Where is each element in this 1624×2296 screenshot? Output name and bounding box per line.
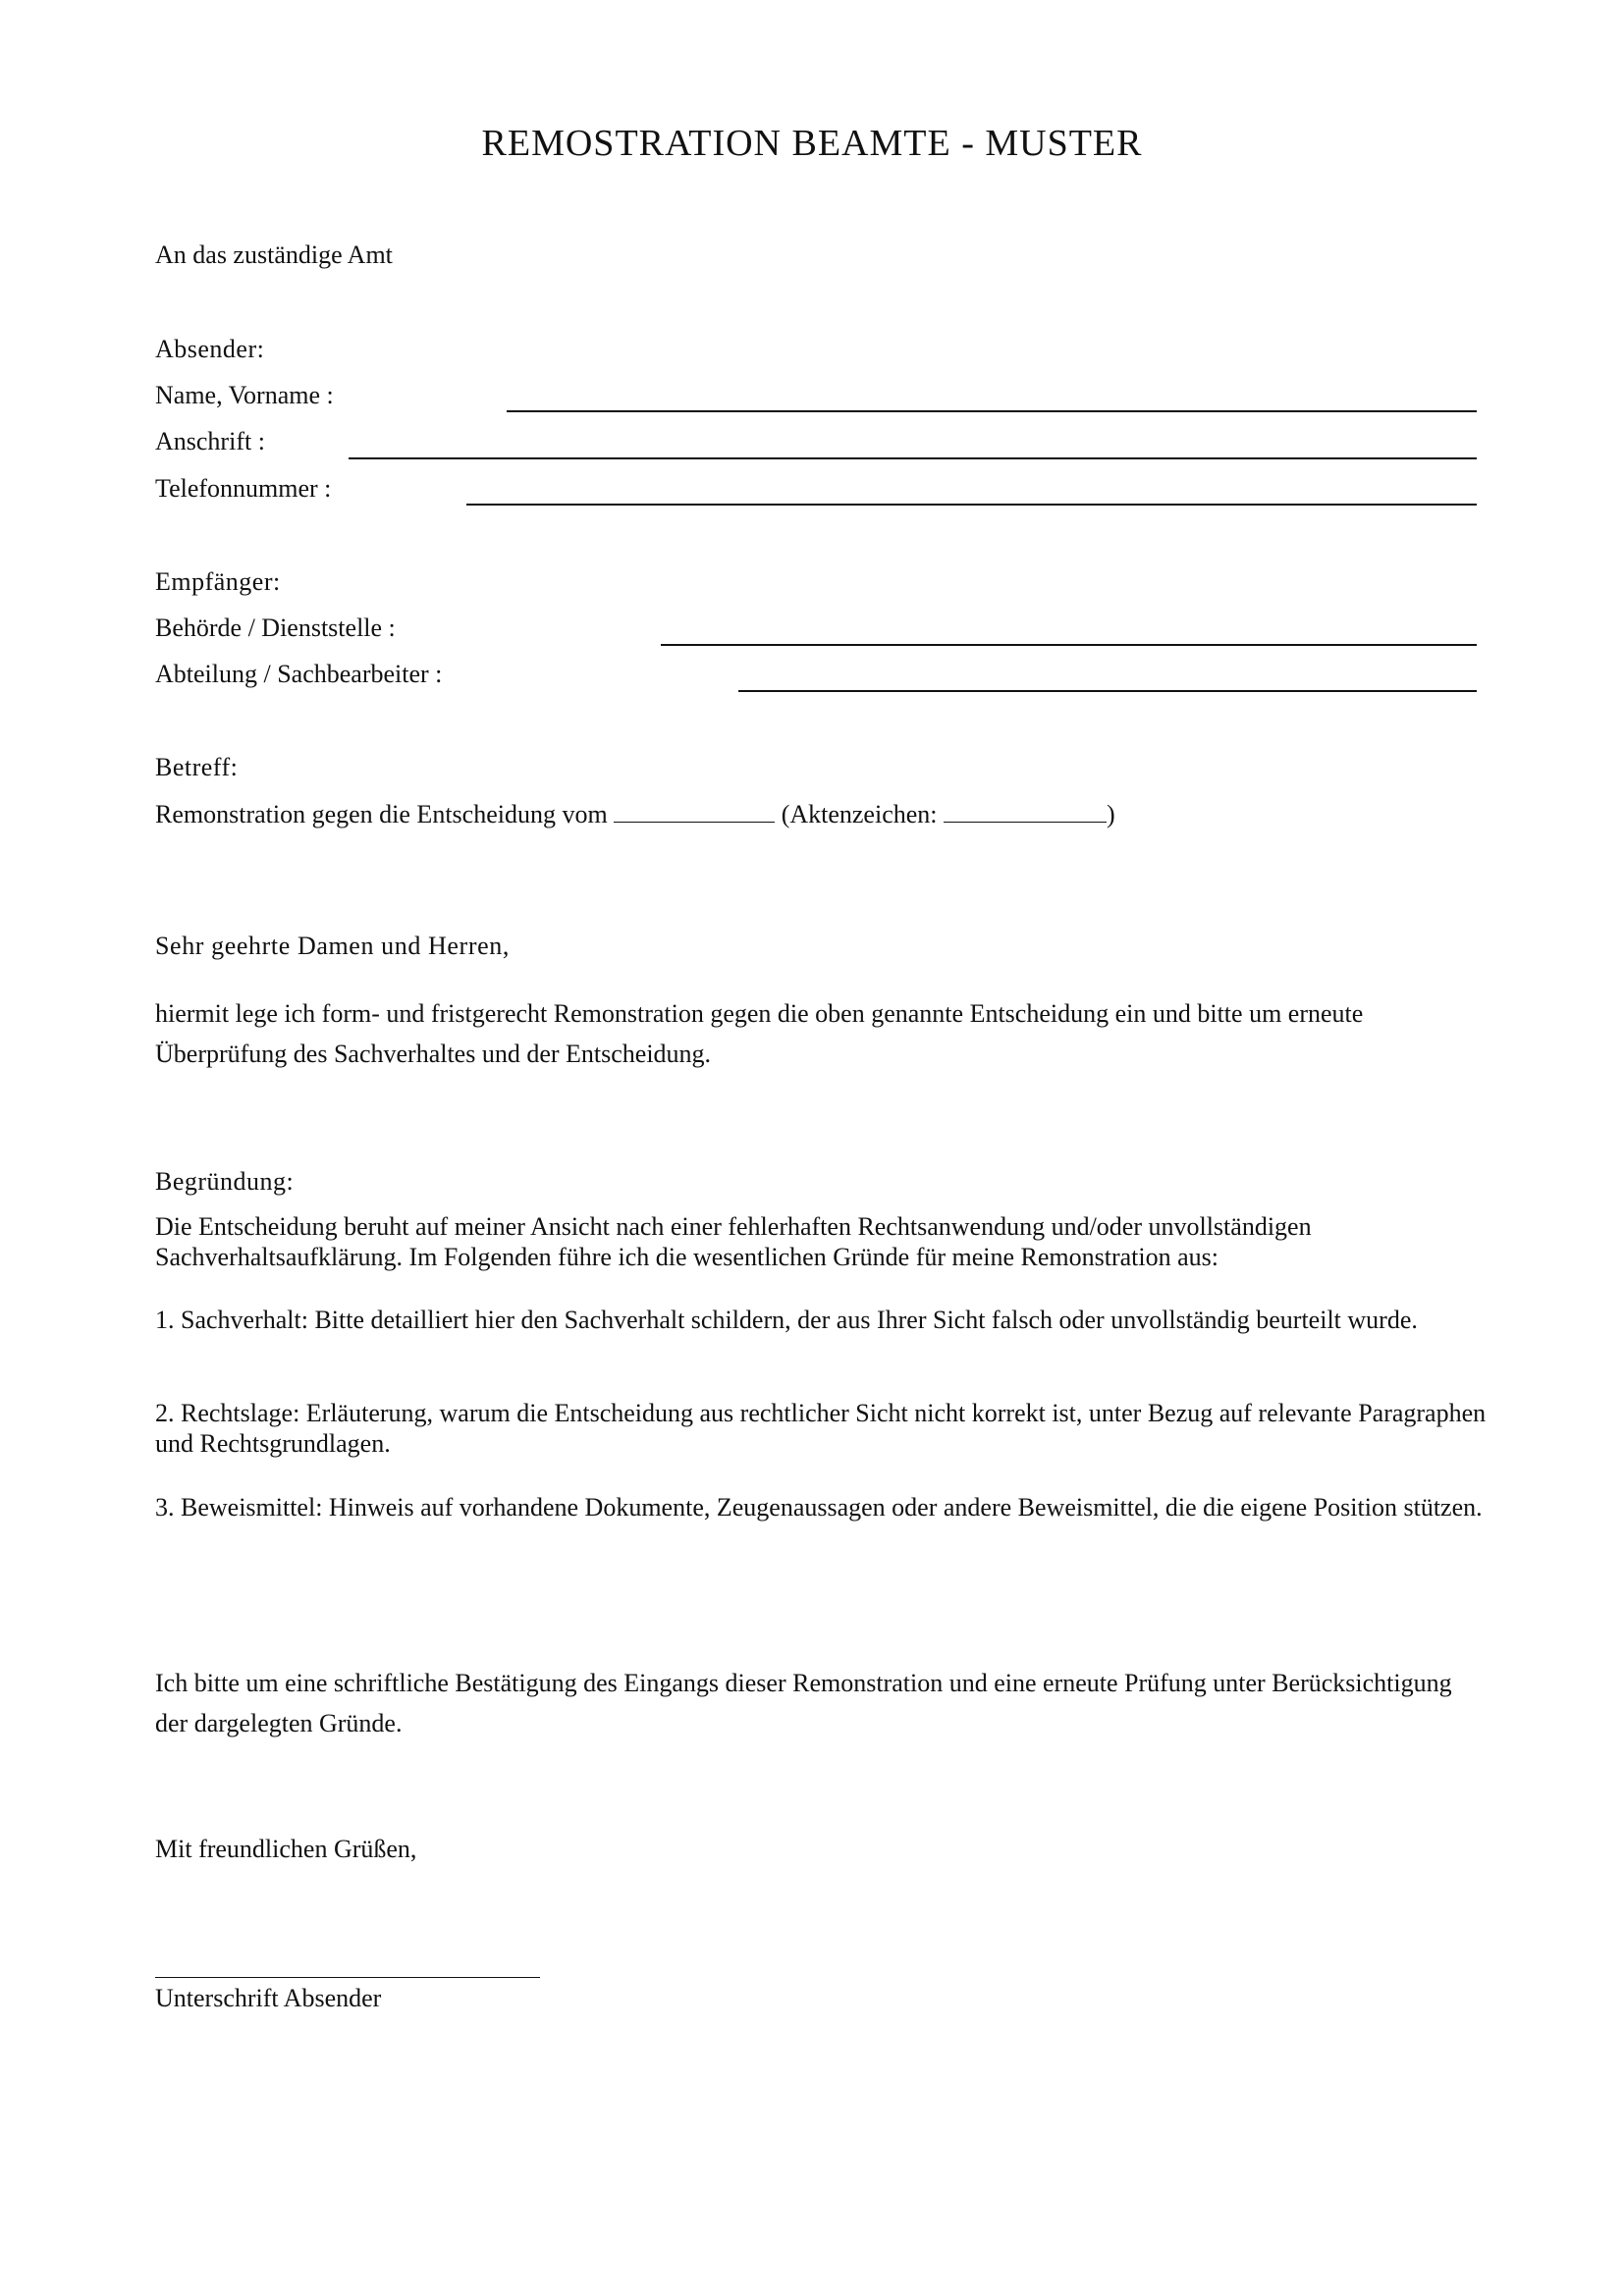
reasoning-heading: Begründung: <box>155 1167 295 1196</box>
sender-address-label: Anschrift : <box>155 427 265 455</box>
recipient-department-label: Abteilung / Sachbearbeiter : <box>155 660 443 688</box>
recipient-authority-field[interactable] <box>661 644 1477 646</box>
salutation: Sehr geehrte Damen und Herren, <box>155 932 510 960</box>
sender-phone-label: Telefonnummer : <box>155 474 332 503</box>
sender-phone-field[interactable] <box>466 504 1477 506</box>
reasoning-point-2: 2. Rechtslage: Erläuterung, warum die Entscheidung aus rechtlicher Sicht nicht korrekt ist, unter Bezug auf relevante Paragraphen und Rechtsgrundlagen. <box>155 1399 1487 1458</box>
subject-heading: Betreff: <box>155 753 239 781</box>
subject-text-middle: (Aktenzeichen: <box>781 800 938 828</box>
reasoning-point-1: 1. Sachverhalt: Bitte detailliert hier den Sachverhalt schildern, der aus Ihrer Sicht falsch oder unvollständig beurteilt wurde. <box>155 1306 1418 1334</box>
sender-name-field[interactable] <box>507 410 1477 412</box>
subject-text-before: Remonstration gegen die Entscheidung vom <box>155 800 608 828</box>
recipient-authority-label: Behörde / Dienststelle : <box>155 614 396 642</box>
document-title: REMOSTRATION BEAMTE - MUSTER <box>481 123 1143 164</box>
sender-address-field[interactable] <box>349 457 1477 459</box>
reasoning-intro: Die Entscheidung beruht auf meiner Ansicht nach einer fehlerhaften Rechtsanwendung und/oder unvollständigen Sachverhaltsaufklärung. Im Folgenden führe ich die wesentlichen Gründe für meine Remonstration aus: <box>155 1212 1312 1271</box>
closing-greeting: Mit freundlichen Grüßen, <box>155 1835 417 1863</box>
addressee-line: An das zuständige Amt <box>155 240 393 269</box>
decision-date-field[interactable] <box>614 800 775 823</box>
subject-line <box>155 799 1115 830</box>
recipient-department-field[interactable] <box>738 690 1477 692</box>
subject-text-end: ) <box>1107 800 1115 828</box>
recipient-heading: Empfänger: <box>155 567 281 596</box>
signature-field[interactable] <box>155 1977 540 1978</box>
file-reference-field[interactable] <box>944 800 1107 823</box>
sender-name-label: Name, Vorname : <box>155 381 334 409</box>
reasoning-point-3: 3. Beweismittel: Hinweis auf vorhandene Dokumente, Zeugenaussagen oder andere Beweismittel, die die eigene Position stützen. <box>155 1493 1483 1522</box>
closing-request: Ich bitte um eine schriftliche Bestätigung des Eingangs dieser Remonstration und eine erneute Prüfung unter Berücksichtigung der dargelegten Gründe. <box>155 1669 1452 1737</box>
sender-heading: Absender: <box>155 335 265 363</box>
signature-label: Unterschrift Absender <box>155 1984 382 2012</box>
intro-paragraph: hiermit lege ich form- und fristgerecht Remonstration gegen die oben genannte Entscheidung ein und bitte um erneute Überprüfung des Sachverhaltes und der Entscheidung. <box>155 999 1364 1068</box>
